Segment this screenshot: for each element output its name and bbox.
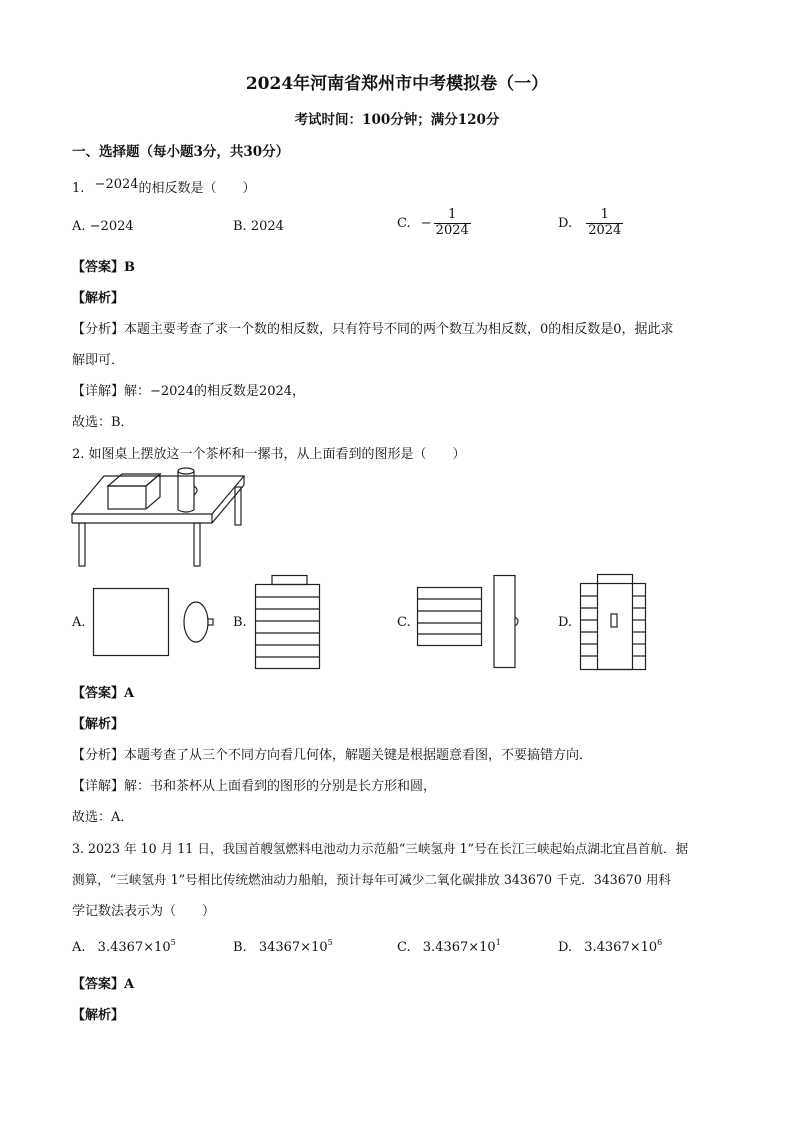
q3-option-a [72,938,176,955]
q3-answer: 【答案】A [72,977,135,992]
q2-analysis-heading: 【解析】 [72,717,125,732]
table-top [72,476,244,514]
exam-info: 考试时间：100分钟；满分120分 [294,112,500,128]
question-3-line-2: 测算，“三峡氢舟 1”号相比传统燃油动力船舶，预计每年可减少二氧化碳排放 343670 千克．343670 用科 [72,872,672,887]
q3-option-b-label: B. [233,940,247,955]
question-3-line-3: 学记数法表示为（ ） [72,904,216,919]
q1-option-c [397,208,471,239]
cup-front-rect [598,575,633,670]
q3-option-c [397,938,501,955]
cup-handle-square [208,619,213,625]
q3-option-b [233,938,333,955]
cup-base [178,510,194,512]
q3-option-c-exponent: 1 [495,938,501,947]
question-1-stem [72,177,256,196]
q3-option-d-label: D. [558,940,573,955]
q2-option-b: B. [233,615,247,630]
q2-answer: 【答案】A [72,686,135,701]
page-title: 2024年河南省郑州市中考模拟卷（一） [245,74,549,94]
cup-circle [184,602,208,642]
q1-option-d [558,208,623,239]
q3-option-a-exponent: 5 [170,938,176,947]
section-heading: 一、选择题（每小题3分，共30分） [72,144,290,160]
q1-option-c-label: C. [397,215,411,231]
q1-fenxi-line-1: 【分析】本题主要考查了求一个数的相反数，只有符号不同的两个数互为相反数，0的相反数是0，据此求 [72,322,674,337]
q3-option-b-value: 34367×10 [258,940,328,955]
fraction-denominator: 2024 [435,222,469,238]
q3-option-c-value: 3.4367×10 [422,940,496,955]
q1-option-b: B. 2024 [233,219,284,234]
cup-side-view [272,576,307,585]
cup-side-rect [494,576,515,668]
q1-detail: 【详解】解：−2024的相反数是2024， [72,384,306,399]
q2-option-c: C. [397,615,411,630]
q3-option-b-exponent: 5 [327,938,333,947]
question-1-value: −2024 [94,177,139,192]
q1-fenxi-line-2: 解即可． [72,353,125,368]
q3-option-d [558,938,662,955]
q2-option-a: A. [72,615,86,630]
question-1-text: 的相反数是（ ） [138,181,256,196]
q2-fenxi: 【分析】本题考查了从三个不同方向看几何体，解题关键是根据题意看图，不要搞错方向． [72,748,593,763]
q1-answer: 【答案】B [72,260,135,275]
q1-option-d-label: D. [558,215,573,231]
q1-option-d-fraction [586,208,623,239]
table-leg-front-right [194,523,200,566]
q2-detail: 【详解】解：书和茶杯从上面看到的图形的分别是长方形和圆， [72,779,437,794]
q2-option-c-figure [417,575,527,671]
q3-option-c-label: C. [397,940,411,955]
q1-option-a: A. −2024 [72,219,134,234]
question-2-stem: 2. 如图桌上摆放这一个茶杯和一摞书，从上面看到的图形是（ ） [72,447,466,462]
book-front [108,486,146,509]
table-illustration [70,466,250,570]
fraction-denominator: 2024 [588,222,622,238]
q3-analysis-heading: 【解析】 [72,1008,125,1023]
q2-option-a-figure [93,588,218,658]
q3-option-d-value: 3.4367×10 [584,940,658,955]
q3-option-d-exponent: 6 [657,938,663,947]
q3-option-a-value: 3.4367×10 [97,940,171,955]
book-side [146,474,160,509]
table-leg-front-left [79,523,85,566]
fraction-numerator: 1 [448,207,457,222]
table-edge-side [212,485,244,523]
q2-option-b-figure [255,575,321,671]
q3-option-a-label: A. [72,940,86,955]
book-stack-front [418,588,482,646]
q2-conclusion: 故选：A． [72,810,134,825]
question-3-line-1: 3. 2023 年 10 月 11 日，我国首艘氢燃料电池动力示范船“三峡氢舟 1”号在长江三峡起始点湖北宜昌首航．据 [72,841,689,856]
q1-analysis-heading: 【解析】 [72,291,125,306]
q1-option-c-sign: − [420,215,432,231]
question-1-number: 1. [72,181,85,196]
q2-option-d-figure [580,574,650,672]
q1-option-c-fraction [434,208,471,239]
q1-conclusion: 故选：B． [72,415,134,430]
q2-option-d: D. [558,615,573,630]
cup-handle-rect [611,614,617,627]
fraction-numerator: 1 [600,207,609,222]
book-rectangle [94,589,169,656]
cup-rim [178,468,194,474]
